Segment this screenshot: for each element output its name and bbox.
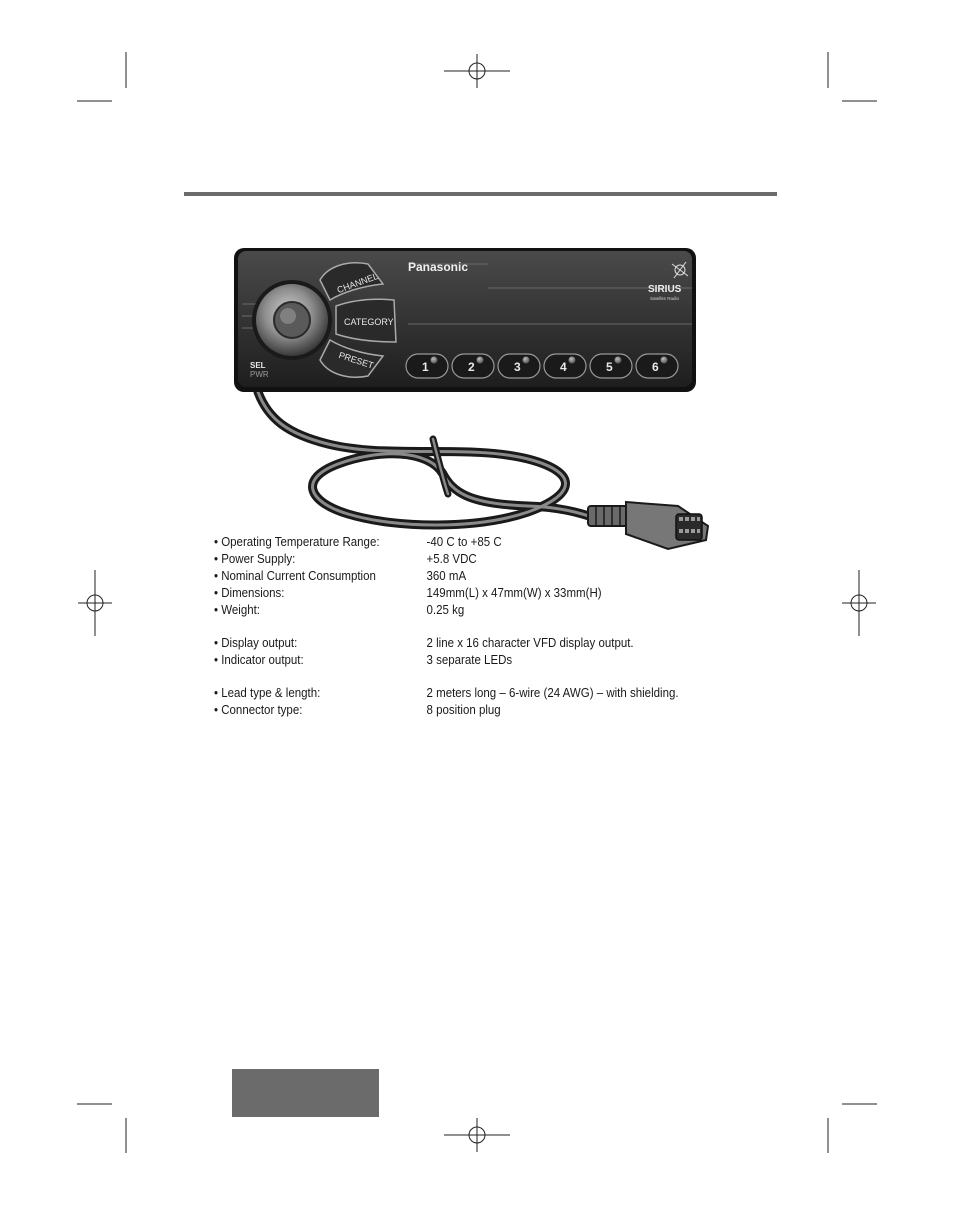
category-button[interactable]: CATEGORY xyxy=(344,317,394,327)
spec-value: 0.25 kg xyxy=(426,603,465,617)
preset-button-4[interactable] xyxy=(544,354,586,378)
spec-row xyxy=(214,534,729,551)
preset-label: 4 xyxy=(560,360,567,374)
spec-row xyxy=(214,652,729,669)
spec-row xyxy=(214,602,729,619)
channel-button[interactable]: CHANNEL xyxy=(335,271,380,296)
spec-row xyxy=(214,702,729,719)
sirius-tagline: Satellite Radio xyxy=(650,296,680,301)
header-rule xyxy=(184,192,777,196)
spec-row xyxy=(214,685,729,702)
spec-row xyxy=(214,585,729,602)
spec-label: • Operating Temperature Range: xyxy=(214,535,380,549)
sel-label: SEL xyxy=(250,361,266,370)
preset-button[interactable]: PRESET xyxy=(337,349,375,371)
preset-button-1[interactable] xyxy=(406,354,448,378)
preset-label: 1 xyxy=(422,360,429,374)
spec-label: • Nominal Current Consumption xyxy=(214,569,376,583)
spec-label: • Connector type: xyxy=(214,703,303,717)
remote-control-illustration xyxy=(228,244,728,554)
spec-label: • Power Supply: xyxy=(214,552,296,566)
preset-label: 5 xyxy=(606,360,613,374)
cable xyxy=(258,392,598,525)
spec-label: • Indicator output: xyxy=(214,653,304,667)
sirius-logo: SIRIUS xyxy=(648,284,682,295)
brand-logo: Panasonic xyxy=(408,260,469,274)
preset-label: 6 xyxy=(652,360,659,374)
spec-value: 149mm(L) x 47mm(W) x 33mm(H) xyxy=(426,586,602,600)
spec-value: 2 line x 16 character VFD display output. xyxy=(426,636,634,650)
spec-row xyxy=(214,568,729,585)
spec-label: • Lead type & length: xyxy=(214,686,321,700)
specifications-list xyxy=(214,534,729,719)
select-knob-icon xyxy=(252,280,332,360)
spec-value: +5.8 VDC xyxy=(426,552,477,566)
preset-button-2[interactable] xyxy=(452,354,494,378)
spec-value: 2 meters long – 6-wire (24 AWG) – with shielding. xyxy=(426,686,679,700)
spec-row xyxy=(214,635,729,652)
spec-value: 3 separate LEDs xyxy=(426,653,513,667)
spec-value: -40 C to +85 C xyxy=(426,535,502,549)
spec-label: • Dimensions: xyxy=(214,586,285,600)
pwr-label: PWR xyxy=(250,370,269,379)
preset-label: 2 xyxy=(468,360,475,374)
preset-button-3[interactable] xyxy=(498,354,540,378)
preset-label: 3 xyxy=(514,360,521,374)
spec-row xyxy=(214,551,729,568)
preset-button-5[interactable] xyxy=(590,354,632,378)
spec-label: • Weight: xyxy=(214,603,260,617)
spec-label: • Display output: xyxy=(214,636,298,650)
preset-button-6[interactable] xyxy=(636,354,678,378)
spec-value: 8 position plug xyxy=(426,703,501,717)
page-tab-block xyxy=(232,1069,379,1117)
spec-value: 360 mA xyxy=(426,569,467,583)
